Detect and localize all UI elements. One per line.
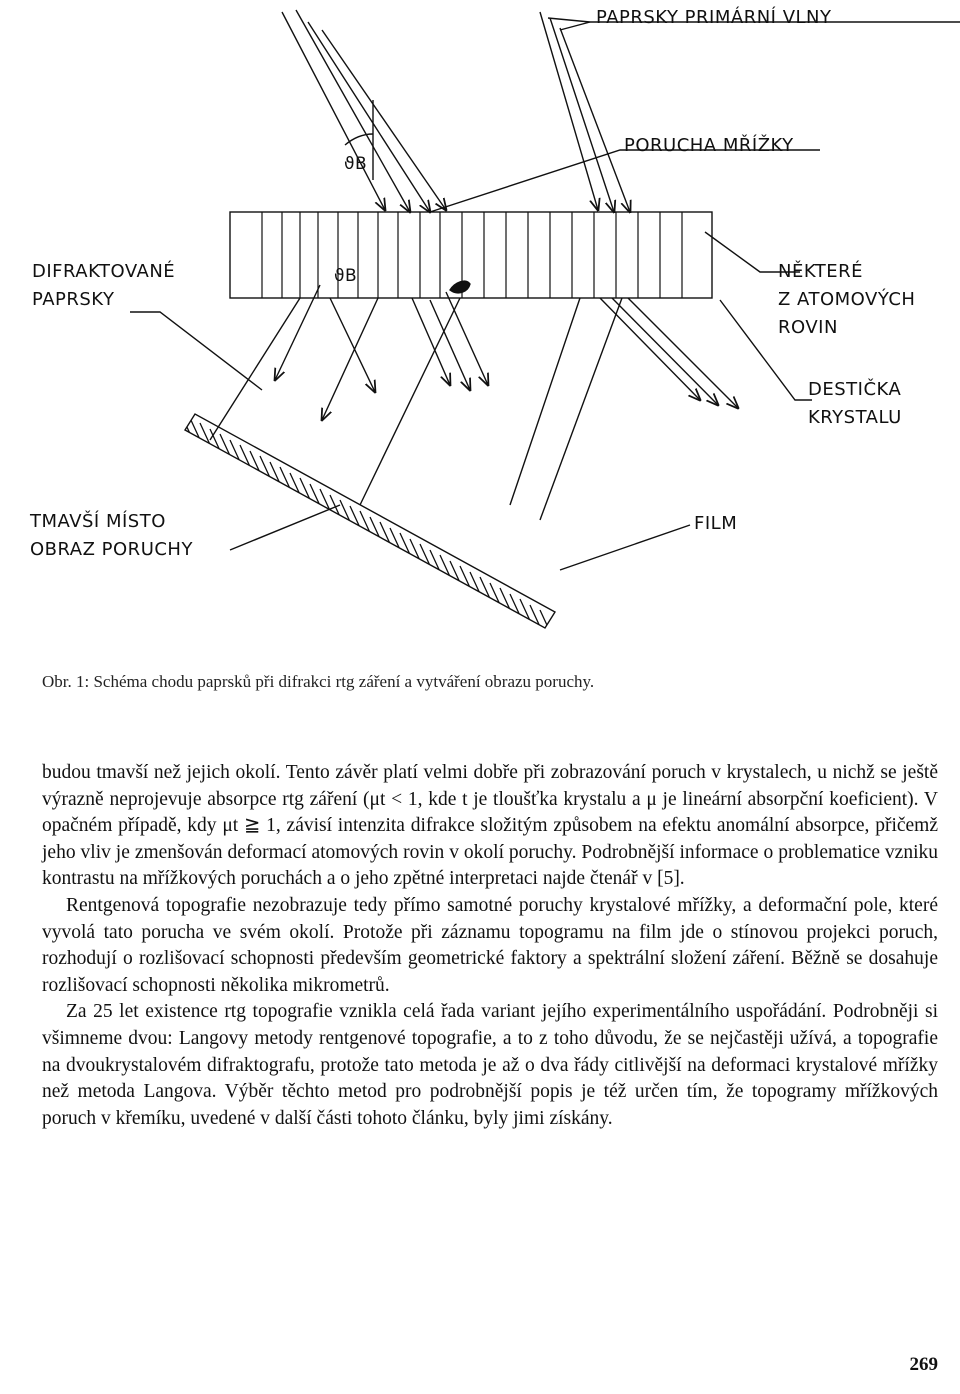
label-diffracted-2: PAPRSKY — [32, 289, 115, 310]
label-planes-3: ROVIN — [778, 317, 838, 338]
figure-caption: Obr. 1: Schéma chodu paprsků při difrakci rtg záření a vytváření obrazu poruchy. — [42, 672, 595, 691]
label-primary-beams: PAPRSKY PRIMÁRNÍ VLNY — [596, 7, 832, 28]
paragraph-2: Rentgenová topografie nezobrazuje tedy přímo samotné poruchy krystalové mřížky, a deformační pole, které vyvolá tato porucha ve svém okolí. Protože při záznamu topogramu na film jde o stínovou projekci poruch, rozhodují o rozlišovací schopnosti především geometrické faktory a spektrální složení záření. Běžně se dosahuje rozlišovací schopnosti několika mikrometrů. — [42, 894, 938, 996]
label-crystal-2: KRYSTALU — [808, 407, 902, 428]
primary-beams-leader — [560, 22, 590, 30]
body-text — [42, 760, 938, 1132]
lattice-planes — [262, 212, 682, 298]
label-lattice-defect: PORUCHA MŘÍŽKY — [624, 135, 794, 156]
paragraph-1: budou tmavší než jejich okolí. Tento závěr platí velmi dobře při zobrazování poruch v krystalech, u nichž se ještě výrazně neprojevuje absorpce rtg záření (μt < 1, kde t je tloušťka krystalu a μ je lineární absorpční koeficient). V opačném případě, kdy μt ≧ 1, závisí intenzita difrakce složitým způsobem na efektu anomální absorpce, přičemž jeho vliv je zmenšován deformací atomových rovin v okolí poruchy. Podrobnější informace o problematice vzniku kontrastu na mřížkových poruchách a o jeho zpětné interpretaci najde čtenář v [5]. — [42, 762, 938, 890]
label-darker-2: OBRAZ PORUCHY — [30, 539, 193, 560]
label-film: FILM — [694, 513, 738, 534]
paragraph-3: Za 25 let existence rtg topografie vznikla celá řada variant jejího experimentálního uspořádání. Podrobněji si všimneme dvou: Langovy metody rentgenové topografie, a to z toho důvodu, že se nejčastěji užívá, a topografie na dvoukrystalovém difraktografu, protože tato metoda je až o dva řády citlivější na deformaci krystalové mřížky než metoda Langova. Výběr těchto metod pro podrobnější popis je též určen tím, že topogramy mřížkových poruch v křemíku, uvedené v další části tohoto článku, byly jimi získány. — [42, 1001, 938, 1129]
transmitted-beams — [210, 298, 622, 520]
label-crystal-1: DESTIČKA — [808, 379, 902, 400]
label-planes-2: Z ATOMOVÝCH — [778, 289, 916, 310]
crystal-plate — [230, 212, 712, 298]
page-number: 269 — [909, 1354, 938, 1375]
label-theta-b: ϑB — [344, 154, 368, 174]
diffraction-figure — [0, 0, 960, 640]
defect-blob — [450, 281, 470, 293]
label-diffracted-1: DIFRAKTOVANÉ — [32, 261, 176, 282]
label-planes-1: NĚKTERÉ — [778, 261, 863, 282]
label-theta-b-2: ϑB — [334, 266, 358, 286]
diffracted-beams — [275, 285, 738, 420]
primary-beams — [282, 10, 630, 212]
label-darker-1: TMAVŠÍ MÍSTO — [30, 511, 166, 532]
